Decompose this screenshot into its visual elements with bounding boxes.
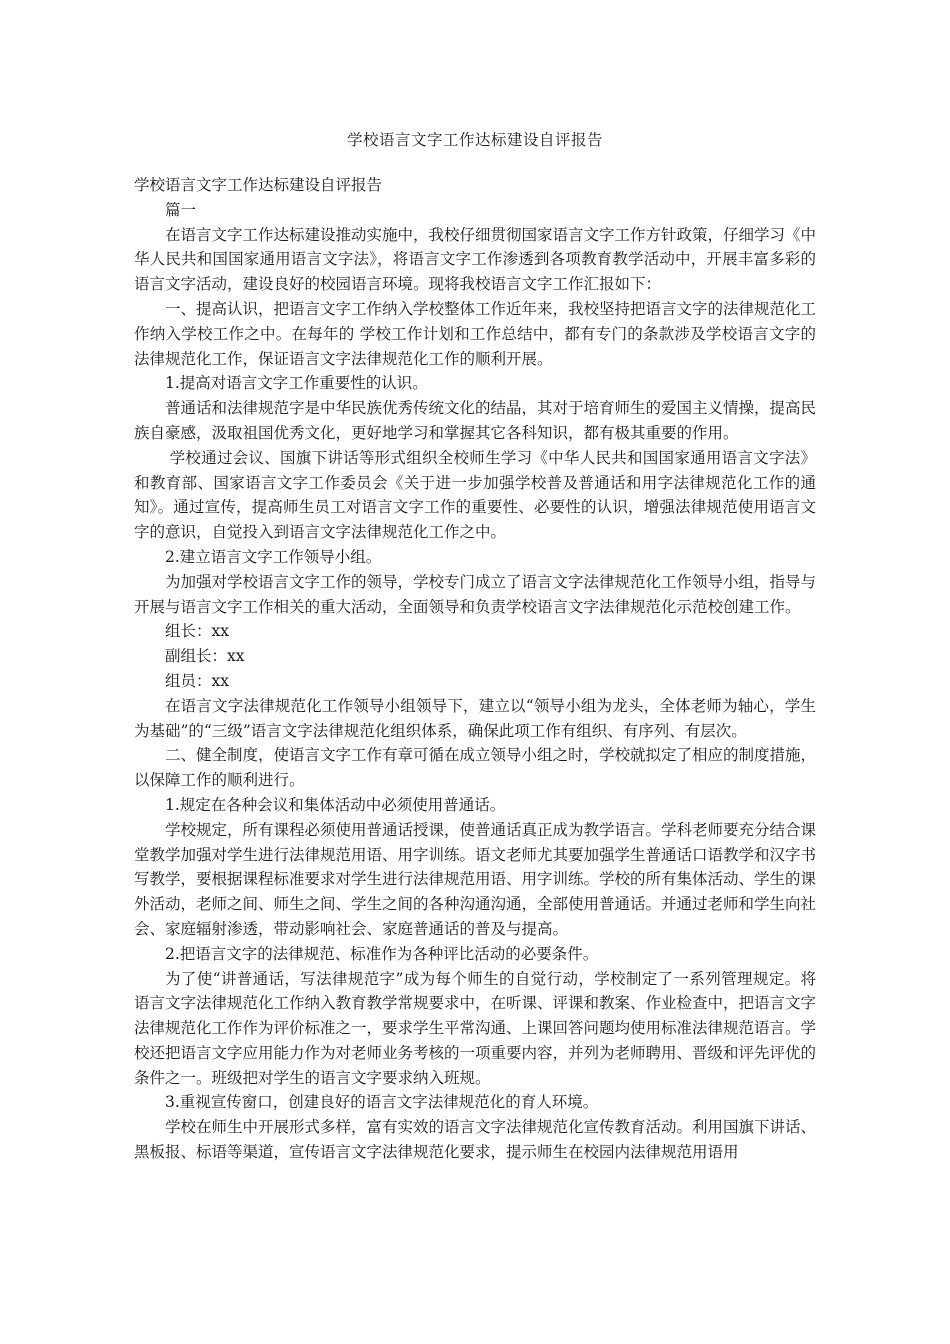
- body-paragraph: 2.建立语言文字工作领导小组。: [165, 547, 382, 566]
- body-paragraph: 一、提高认识，把语言文字工作纳入学校整体工作近年来，我校坚持把语言文字的法律规范化工作纳入学校工作之中。在每年的 学校工作计划和工作总结中，都有专门的条款涉及学校语言文字的法律规范化工作，保证语言文字法律规范化工作的顺利开展。: [134, 299, 817, 368]
- body-paragraph: 3.重视宣传窗口，创建良好的语言文字法律规范化的育人环境。: [165, 1093, 599, 1112]
- body-paragraph: 组长：xx: [165, 622, 229, 641]
- body-paragraph: 学校规定，所有课程必须使用普通话授课，使普通话真正成为教学语言。学科老师要充分结合课堂教学加强对学生进行法律规范用语、用字训练。语文老师尤其要加强学生普通话口语教学和汉字书写教学，要根据课程标准要求对学生进行法律规范用语、用字训练。学校的所有集体活动、学生的课外活动，老师之间、师生之间、学生之间的各种沟通沟通，全部使用普通话。并通过老师和学生向社会、家庭辐射渗透，带动影响社会、家庭普通话的普及与提高。: [134, 820, 817, 938]
- document-body: [134, 173, 816, 1165]
- body-paragraph: 二、健全制度，使语言文字工作有章可循在成立领导小组之时，学校就拟定了相应的制度措施，以保障工作的顺利进行。: [134, 746, 817, 790]
- body-paragraph: 学校语言文字工作达标建设自评报告: [134, 176, 383, 194]
- body-paragraph: 组员：xx: [165, 671, 229, 690]
- body-paragraph: 1.规定在各种会议和集体活动中必须使用普通话。: [165, 795, 506, 814]
- body-paragraph: 为了使“讲普通话，写法律规范字”成为每个师生的自觉行动，学校制定了一系列管理规定。将语言文字法律规范化工作纳入教育教学常规要求中，在听课、评课和教案、作业检查中，把语言文字法律规范化工作作为评价标准之一，要求学生平常沟通、上课回答问题均使用标准法律规范语言。学校还把语言文字应用能力作为对老师业务考核的一项重要内容，并列为老师聘用、晋级和评先评优的条件之一。班级把对学生的语言文字要求纳入班规。: [134, 969, 817, 1087]
- body-paragraph: 篇一: [165, 200, 197, 219]
- document-title: 学校语言文字工作达标建设自评报告: [346, 131, 603, 149]
- body-paragraph: 2.把语言文字的法律规范、标准作为各种评比活动的必要条件。: [165, 944, 599, 963]
- body-paragraph: 普通话和法律规范字是中华民族优秀传统文化的结晶，其对于培育师生的爱国主义情操，提高民族自豪感，汲取祖国优秀文化，更好地学习和掌握其它各科知识，都有极其重要的作用。: [134, 399, 817, 442]
- body-paragraph: 学校在师生中开展形式多样，富有实效的语言文字法律规范化宣传教育活动。利用国旗下讲话、黑板报、标语等渠道，宣传语言文字法律规范化要求，提示师生在校园内法律规范用语用: [134, 1118, 817, 1162]
- body-paragraph: 副组长：xx: [165, 647, 245, 666]
- body-paragraph: 在语言文字工作达标建设推动实施中，我校仔细贯彻国家语言文字工作方针政策，仔细学习《中华人民共和国国家通用语言文字法》，将语言文字工作渗透到各项教育教学活动中，开展丰富多彩的语言文字活动，建设良好的校园语言环境。现将我校语言文字工作汇报如下：: [134, 225, 817, 294]
- body-paragraph: 为加强对学校语言文字工作的领导，学校专门成立了语言文字法律规范化工作领导小组，指导与开展与语言文字工作相关的重大活动，全面领导和负责学校语言文字法律规范化示范校创建工作。: [134, 572, 817, 616]
- body-paragraph: 学校通过会议、国旗下讲话等形式组织全校师生学习《中华人民共和国国家通用语言文字法》和教育部、国家语言文字工作委员会《关于进一步加强学校普及普通话和用字法律规范化工作的通知》。通过宣传，提高师生员工对语言文字工作的重要性、必要性的认识，增强法律规范使用语言文字的意识，自觉投入到语言文字法律规范化工作之中。: [134, 448, 816, 542]
- body-paragraph: 在语言文字法律规范化工作领导小组领导下，建立以“领导小组为龙头，全体老师为轴心，学生为基础”的“三级”语言文字法律规范化组织体系，确保此项工作有组织、有序列、有层次。: [134, 696, 816, 740]
- body-paragraph: 1.提高对语言文字工作重要性的认识。: [165, 374, 428, 393]
